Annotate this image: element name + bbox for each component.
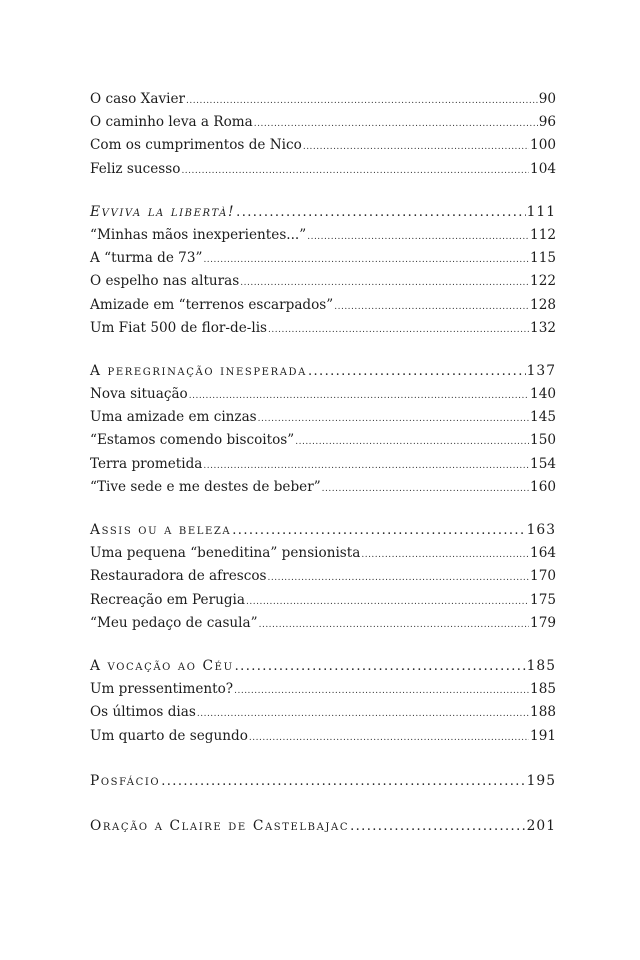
toc-entry bbox=[90, 134, 556, 157]
toc-heading-page: 195 bbox=[526, 772, 556, 789]
toc-entry-title: A “turma de 73” bbox=[90, 250, 203, 267]
toc-entry-page: 122 bbox=[530, 273, 556, 290]
toc-entry-page: 140 bbox=[530, 386, 556, 403]
toc-entry-title: Uma amizade em cinzas bbox=[90, 409, 257, 426]
toc-entry-title: Os últimos dias bbox=[90, 704, 196, 721]
toc-entry bbox=[90, 612, 556, 635]
dot-leader bbox=[258, 408, 529, 431]
toc-entry bbox=[90, 294, 556, 317]
toc-entry-title: O espelho nas alturas bbox=[90, 273, 240, 290]
toc-entry-page: 179 bbox=[530, 614, 556, 631]
toc-entry bbox=[90, 453, 556, 476]
toc-entry-title: Um Fiat 500 de flor-de-lis bbox=[90, 319, 268, 336]
dot-leader bbox=[322, 478, 529, 501]
toc-entry-page: 112 bbox=[530, 226, 556, 243]
toc-entry-page: 115 bbox=[530, 250, 556, 267]
toc-entry-page: 150 bbox=[530, 432, 556, 449]
toc-entry-title: O caso Xavier bbox=[90, 91, 186, 107]
toc-entry-title: Amizade em “terrenos escarpados” bbox=[90, 296, 334, 313]
toc-entry-title: “Estamos comendo biscoitos” bbox=[90, 432, 295, 449]
toc-entry bbox=[90, 476, 556, 499]
toc-section-heading bbox=[90, 201, 556, 224]
dot-leader bbox=[295, 431, 529, 454]
toc-entry-title: “Minhas mãos inexperientes...” bbox=[90, 226, 307, 243]
toc-entry-title: “Meu pedaço de casula” bbox=[90, 614, 258, 631]
toc-entry bbox=[90, 678, 556, 701]
table-of-contents bbox=[90, 88, 556, 838]
toc-entry-page: 191 bbox=[530, 727, 556, 744]
dot-leader bbox=[203, 249, 529, 272]
toc-entry-page: 90 bbox=[538, 91, 556, 107]
dot-leader bbox=[334, 296, 529, 319]
toc-entry bbox=[90, 565, 556, 588]
toc-heading-page: 111 bbox=[526, 203, 556, 220]
dot-leader bbox=[186, 90, 538, 113]
dot-leader bbox=[232, 519, 525, 542]
dot-leader bbox=[361, 544, 529, 567]
toc-entry bbox=[90, 589, 556, 612]
toc-entry-title: Feliz sucesso bbox=[90, 160, 181, 177]
toc-entry bbox=[90, 224, 556, 247]
toc-entry bbox=[90, 725, 556, 748]
toc-entry-title: Um pressentimento? bbox=[90, 681, 234, 698]
dot-leader bbox=[240, 272, 529, 295]
toc-entry-title: Recreação em Perugia bbox=[90, 591, 246, 608]
dot-leader bbox=[307, 226, 529, 249]
toc-entry bbox=[90, 383, 556, 406]
toc-entry-title: Com os cumprimentos de Nico bbox=[90, 137, 302, 154]
dot-leader bbox=[268, 567, 530, 590]
dot-leader bbox=[234, 680, 529, 703]
dot-leader bbox=[189, 385, 529, 408]
dot-leader bbox=[236, 201, 526, 224]
toc-heading-page: 201 bbox=[526, 817, 556, 834]
dot-leader bbox=[254, 113, 538, 136]
toc-section-heading bbox=[90, 815, 556, 838]
toc-entry-title: Terra prometida bbox=[90, 455, 203, 472]
toc-entry-title: O caminho leva a Roma bbox=[90, 114, 253, 131]
toc-entry bbox=[90, 158, 556, 181]
toc-entry-title: Nova situação bbox=[90, 386, 188, 403]
dot-leader bbox=[303, 136, 529, 159]
dot-leader bbox=[197, 703, 529, 726]
dot-leader bbox=[308, 360, 526, 383]
toc-section-heading bbox=[90, 655, 556, 678]
toc-entry-page: 160 bbox=[530, 478, 556, 495]
toc-entry-title: Restauradora de afrescos bbox=[90, 568, 267, 585]
toc-heading-title: Evviva la libertà! bbox=[90, 203, 236, 220]
toc-entry bbox=[90, 247, 556, 270]
toc-entry-page: 96 bbox=[538, 114, 556, 131]
toc-heading-page: 185 bbox=[526, 657, 556, 674]
toc-entry-page: 175 bbox=[530, 591, 556, 608]
dot-leader bbox=[161, 770, 525, 793]
dot-leader bbox=[268, 319, 529, 342]
toc-heading-title: A vocação ao Céu bbox=[90, 657, 234, 674]
toc-entry-page: 188 bbox=[530, 704, 556, 721]
toc-heading-page: 137 bbox=[526, 362, 556, 379]
toc-entry bbox=[90, 701, 556, 724]
toc-entry-title: Uma pequena “beneditina” pensionista bbox=[90, 545, 361, 562]
dot-leader bbox=[181, 160, 529, 183]
toc-section-heading bbox=[90, 770, 556, 793]
dot-leader bbox=[350, 815, 526, 838]
toc-heading-page: 163 bbox=[526, 522, 556, 538]
toc-entry-title: “Tive sede e me destes de beber” bbox=[90, 478, 321, 495]
toc-entry-page: 100 bbox=[530, 137, 556, 154]
dot-leader bbox=[249, 727, 529, 750]
dot-leader bbox=[235, 655, 526, 678]
toc-heading-title: Posfácio bbox=[90, 772, 161, 789]
toc-entry bbox=[90, 270, 556, 293]
toc-section-heading bbox=[90, 519, 556, 542]
toc-entry-page: 170 bbox=[530, 568, 556, 585]
toc-entry-page: 185 bbox=[530, 681, 556, 698]
toc-entry bbox=[90, 406, 556, 429]
toc-entry bbox=[90, 317, 556, 340]
toc-entry-page: 154 bbox=[530, 455, 556, 472]
toc-heading-title: Assis ou a beleza bbox=[90, 522, 232, 538]
toc-heading-title: A peregrinação inesperada bbox=[90, 362, 307, 379]
toc-entry-page: 145 bbox=[530, 409, 556, 426]
toc-entry-page: 104 bbox=[530, 160, 556, 177]
dot-leader bbox=[246, 591, 529, 614]
dot-leader bbox=[259, 614, 529, 637]
toc-entry bbox=[90, 429, 556, 452]
toc-entry-title: Um quarto de segundo bbox=[90, 727, 248, 744]
dot-leader bbox=[203, 455, 529, 478]
toc-entry bbox=[90, 542, 556, 565]
toc-heading-title: Oração a Claire de Castelbajac bbox=[90, 817, 350, 834]
toc-entry-page: 132 bbox=[530, 319, 556, 336]
toc-entry-page: 128 bbox=[530, 296, 556, 313]
toc-section-heading bbox=[90, 360, 556, 383]
toc-entry-page: 164 bbox=[530, 545, 556, 562]
toc-entry bbox=[90, 111, 556, 134]
toc-entry bbox=[90, 88, 556, 111]
